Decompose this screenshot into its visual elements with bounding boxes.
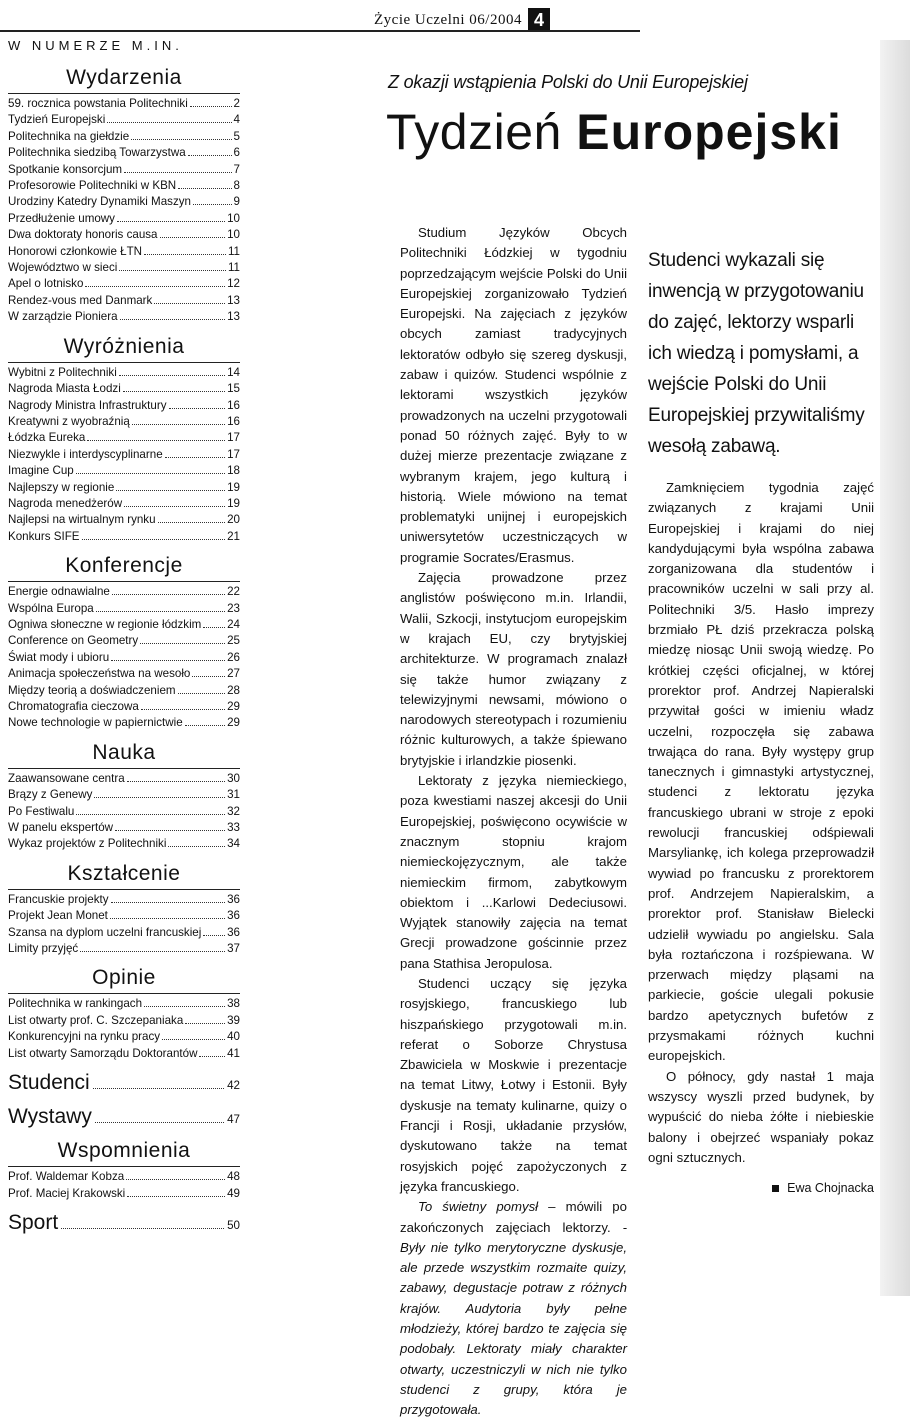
toc-item: [8, 1029, 240, 1045]
toc-item: [8, 447, 240, 463]
toc-item-title: Po Festiwalu: [8, 804, 75, 818]
toc-section: [8, 966, 240, 1062]
toc-item-title: Konkurencyjni na rynku pracy: [8, 1030, 161, 1044]
toc-item-page: 16: [227, 398, 240, 412]
toc-item-title: Najlepsi na wirtualnym rynku: [8, 513, 156, 527]
toc-item-title: Rendez-vous med Danmark: [8, 293, 153, 307]
toc-leader-dots: [115, 830, 225, 831]
section-tag: W NUMERZE M.IN.: [8, 38, 183, 53]
toc-leader-dots: [111, 660, 225, 661]
toc-item: [8, 480, 240, 496]
toc-item: [8, 683, 240, 699]
article-paragraph: Lektoraty z języka niemieckiego, poza kwestiami naszej akcesji do Unii Europejskiej, poświęcono ocywiście w znacznym stopniu krajom niemieckojęzycznym, ale także niemieckim firmom, zabytkowym obiektom i ...Karlowi Dedeciusowi. Wyjątek stanowiły zajęcia na temat Grecji prowadzone gościnnie przez pana Stathisa Jeropulosa.: [400, 773, 627, 971]
toc-item: [8, 381, 240, 397]
toc-item-page: 7: [233, 162, 240, 176]
toc-item-page: 6: [233, 146, 240, 160]
toc-item-title: List otwarty prof. C. Szczepaniaka: [8, 1013, 184, 1027]
toc-item-page: 30: [227, 771, 240, 785]
toc-item: [8, 162, 240, 178]
toc-item: [8, 227, 240, 243]
toc-leader-dots: [127, 1196, 225, 1197]
toc-item: [8, 996, 240, 1012]
article-paragraph: Studenci uczący się języka rosyjskiego, francuskiego lub hiszpańskiego przygotowali m.in. referat o Soborze Chrystusa Zbawiciela w Moskwie i prezentacje na temat Litwy, Łotwy i Estonii. Były dyskusje na tematy kulinarne, quizy o Francji i Rosji, układanie przysłów, dyskutowano także na temat rosyjskich pojęć zapożyczonych z języka francuskiego.: [400, 975, 627, 1194]
toc-item: [8, 820, 240, 836]
toc-leader-dots: [76, 814, 225, 815]
toc-item-title: Politechnika siedzibą Towarzystwa: [8, 146, 186, 160]
toc-item-page: 41: [227, 1046, 240, 1060]
toc-item-title: Spotkanie konsorcjum: [8, 162, 123, 176]
toc-item-title: Brązy z Genewy: [8, 788, 93, 802]
toc-item-title: Między teorią a doświadczeniem: [8, 683, 176, 697]
toc-item-page: 33: [227, 821, 240, 835]
toc-item: [8, 771, 240, 787]
toc-item-page: 21: [227, 529, 240, 543]
toc-item-title: Łódzka Eureka: [8, 431, 86, 445]
toc-item: [8, 430, 240, 446]
toc-item-page: 29: [227, 700, 240, 713]
toc-item: [8, 414, 240, 430]
toc-item-title: Nowe technologie w papiernictwie: [8, 716, 183, 730]
toc-section: [8, 335, 240, 545]
toc-item: [8, 194, 240, 210]
toc-leader-dots: [178, 188, 231, 189]
toc-item: [8, 804, 240, 820]
toc-item: [8, 129, 240, 145]
quote-attribution: – mówili po zakończonych zajęciach lektorzy.: [400, 1199, 627, 1235]
toc-item: [8, 1211, 240, 1235]
toc-item-page: 2: [233, 97, 240, 110]
toc-item-title: Politechnika na giełdzie: [8, 129, 130, 143]
toc-item-title: Zaawansowane centra: [8, 771, 125, 785]
toc-item-title: W panelu ekspertów: [8, 821, 114, 835]
toc-leader-dots: [141, 709, 225, 710]
toc-item-page: 17: [227, 431, 240, 445]
toc-leader-dots: [110, 918, 225, 919]
toc-item-page: 4: [233, 113, 240, 127]
toc-leader-dots: [165, 457, 225, 458]
toc-item: [8, 925, 240, 941]
toc-section-heading: Wspomnienia: [8, 1139, 240, 1167]
toc-item-page: 29: [227, 716, 240, 730]
toc-leader-dots: [168, 846, 225, 847]
toc-item-page: 22: [227, 585, 240, 599]
toc-leader-dots: [203, 935, 225, 936]
toc-item: [8, 1013, 240, 1029]
toc-item: [8, 112, 240, 128]
toc-item-page: 37: [227, 942, 240, 956]
toc-item-page: 36: [227, 909, 240, 923]
toc-item-page: 13: [227, 310, 240, 324]
toc-leader-dots: [160, 237, 226, 238]
toc-item-title: Wspólna Europa: [8, 601, 94, 615]
toc-item-page: 23: [227, 601, 240, 615]
toc-item-title: Ogniwa słoneczne w regionie łódzkim: [8, 617, 202, 631]
toc-item-title: Wystawy: [8, 1105, 92, 1129]
toc-item: [8, 892, 240, 908]
toc-leader-dots: [127, 781, 225, 782]
toc-item-title: Najlepszy w regionie: [8, 480, 115, 494]
toc-item-page: 9: [233, 195, 240, 209]
toc-leader-dots: [162, 1039, 225, 1040]
toc-item-title: Nagroda menedżerów: [8, 496, 123, 510]
pull-quote: Studenci wykazali się inwencją w przygotowaniu do zajęć, lektorzy wsparli ich wiedzą i pomysłami, a wejście Polski do Unii Europejskiej przywitaliśmy wesołą zabawą.: [648, 250, 865, 457]
toc-item: [8, 260, 240, 276]
toc-item: [8, 584, 240, 600]
toc-leader-dots: [158, 522, 226, 523]
toc-leader-dots: [107, 122, 231, 123]
table-of-contents: [8, 66, 240, 1245]
headline-bold: Europejski: [576, 104, 842, 160]
toc-leader-dots: [112, 594, 225, 595]
toc-item: [8, 941, 240, 957]
toc-section-heading: Opinie: [8, 966, 240, 994]
toc-item-page: 8: [233, 179, 240, 193]
article-column-right: [648, 223, 874, 1198]
toc-item-page: 32: [227, 804, 240, 818]
toc-item-page: 39: [227, 1013, 240, 1027]
toc-leader-dots: [82, 539, 226, 540]
toc-section-heading: Kształcenie: [8, 862, 240, 890]
toc-leader-dots: [185, 725, 225, 726]
toc-item-title: Konkurs SIFE: [8, 529, 80, 543]
author-byline: [648, 1178, 874, 1198]
toc-item: [8, 1186, 240, 1202]
toc-item: [8, 244, 240, 260]
toc-item: [8, 633, 240, 649]
article-paragraph: Zamknięciem tygodnia zajęć związanych z krajami Unii Europejskiej i krajami do niej kandydującymi była wspólna zabawa zorganizowana dla studentów i pracowników uczelni w sali przy al. Politechniki 3/5. Hasło imprezy brzmiało PŁ dziś przekracza polską miedzę niosąc Unii swoją wiedzę. Po krótkiej części oficjalnej, w której prorektor prof. Andrzej Napieralski przywitał gości w imieniu władz uczelni, rozpoczęła się zabawa trwająca do rana. Były występy grup tanecznych i gimnastyki artystycznej, studenci z lektoratu języka francuskiego ubrani w stroje z epoki rewolucji francuskiej odśpiewali Marsyliankę, ich kolega przeprowadził wywiad po francusku z prorektorem prof. Andrzejem Napieralskim, a prorektor prof. Stanisław Bielecki udzielił wywiadu po angielsku. Sala była roztańczona i rozśpiewana. W przerwach między pląsami na parkiecie, goście ulegali pokusie bardzo apetycznych bufetów z przysmakami różnych kuchni europejskich.: [648, 480, 874, 1064]
toc-item: [8, 309, 240, 325]
toc-item: [8, 276, 240, 292]
toc-item-title: Szansa na dyplom uczelni francuskiej: [8, 925, 202, 939]
toc-item-page: 36: [227, 925, 240, 939]
headline-light: Tydzień: [386, 104, 577, 160]
toc-item-title: Chromatografia cieczowa: [8, 700, 139, 713]
toc-item: [8, 650, 240, 666]
toc-item-title: Prof. Waldemar Kobza: [8, 1170, 125, 1184]
toc-item-title: Energie odnawialne: [8, 585, 110, 599]
toc-item-page: 50: [227, 1218, 240, 1232]
toc-item-title: List otwarty Samorządu Doktorantów: [8, 1046, 198, 1060]
toc-leader-dots: [190, 106, 232, 107]
toc-item-page: 11: [227, 244, 240, 258]
toc-item: [8, 1105, 240, 1129]
toc-section: [8, 862, 240, 958]
toc-item: [8, 601, 240, 617]
toc-leader-dots: [93, 1088, 224, 1089]
article-column-middle: [400, 223, 627, 1421]
toc-item-title: Urodziny Katedry Dynamiki Maszyn: [8, 195, 191, 209]
toc-item-title: Projekt Jean Monet: [8, 909, 108, 923]
toc-leader-dots: [96, 611, 225, 612]
toc-item-page: 10: [227, 211, 240, 225]
masthead: [0, 0, 900, 34]
toc-section-heading: Konferencje: [8, 554, 240, 582]
toc-item-title: Animacja społeczeństwa na wesoło: [8, 667, 191, 681]
byline-square-icon: [772, 1185, 779, 1192]
toc-item-title: Województwo w sieci: [8, 261, 118, 275]
toc-item-title: Nagrody Ministra Infrastruktury: [8, 398, 167, 412]
toc-item-title: Nagroda Miasta Łodzi: [8, 382, 121, 396]
toc-leader-dots: [94, 797, 225, 798]
toc-section: [8, 741, 240, 853]
toc-item: [8, 908, 240, 924]
toc-item-title: W zarządzie Pioniera: [8, 310, 118, 324]
toc-leader-dots: [169, 408, 226, 409]
toc-item-page: 25: [227, 634, 240, 648]
toc-item-page: 12: [227, 277, 240, 291]
toc-leader-dots: [126, 1179, 225, 1180]
author-name: Ewa Chojnacka: [787, 1181, 874, 1196]
toc-section: [8, 554, 240, 732]
toc-item: [8, 96, 240, 112]
toc-section-heading: Wyróżnienia: [8, 335, 240, 363]
toc-leader-dots: [144, 1006, 225, 1007]
toc-leader-dots: [95, 1122, 224, 1123]
toc-leader-dots: [144, 254, 226, 255]
toc-item-page: 28: [227, 683, 240, 697]
page-number: 4: [528, 8, 550, 32]
adjacent-page-edge: [880, 40, 910, 1296]
toc-leader-dots: [140, 643, 225, 644]
toc-leader-dots: [117, 221, 225, 222]
toc-leader-dots: [124, 172, 231, 173]
toc-item-page: 26: [227, 650, 240, 664]
toc-item-title: Politechnika w rankingach: [8, 997, 143, 1011]
toc-leader-dots: [61, 1228, 224, 1229]
article-kicker: Z okazji wstąpienia Polski do Unii Europejskiej: [388, 72, 748, 92]
toc-item: [8, 836, 240, 852]
toc-item: [8, 463, 240, 479]
toc-item-page: 34: [227, 837, 240, 851]
toc-item: [8, 293, 240, 309]
toc-section: [8, 1139, 240, 1202]
toc-leader-dots: [124, 506, 225, 507]
toc-item-title: Kreatywni z wyobraźnią: [8, 414, 130, 428]
toc-leader-dots: [119, 375, 225, 376]
toc-item-page: 38: [227, 997, 240, 1011]
toc-item-page: 48: [227, 1170, 240, 1184]
toc-item-title: Sport: [8, 1210, 59, 1234]
toc-item-page: 42: [227, 1079, 240, 1093]
toc-item-page: 27: [227, 667, 240, 681]
toc-item-page: 19: [227, 480, 240, 494]
toc-leader-dots: [203, 627, 225, 628]
toc-item: [8, 787, 240, 803]
toc-item: [8, 496, 240, 512]
toc-item-title: Honorowi członkowie ŁTN: [8, 244, 143, 258]
toc-item-title: Francuskie projekty: [8, 892, 109, 906]
toc-item-title: Świat mody i ubioru: [8, 650, 110, 664]
toc-item-title: Conference on Geometry: [8, 634, 139, 648]
toc-section: [8, 66, 240, 326]
toc-leader-dots: [188, 155, 232, 156]
toc-item: [8, 398, 240, 414]
toc-item-page: 13: [227, 293, 240, 307]
toc-item-page: 24: [227, 617, 240, 631]
toc-item-title: Profesorowie Politechniki w KBN: [8, 179, 177, 193]
toc-leader-dots: [80, 951, 225, 952]
toc-item-page: 10: [227, 228, 240, 242]
toc-item: [8, 512, 240, 528]
article-paragraph-quote: [400, 1197, 627, 1420]
toc-item-title: Niezwykle i interdyscyplinarne: [8, 447, 163, 461]
article-paragraph: Zajęcia prowadzone przez anglistów poświęcono m.in. Irlandii, Walii, Szkocji, instytucjom europejskim w krajach EU, czy brytyjskiej architekturze. W programach znalazł się także humor związany z telewizyjnymi newsami, mówiono o narodowych stereotypach i rozumieniu różnic kulturowych, a także śpiewano brytyjskie i irlandzkie piosenki.: [400, 570, 627, 768]
toc-leader-dots: [123, 391, 225, 392]
toc-leader-dots: [85, 286, 225, 287]
toc-section-heading: Nauka: [8, 741, 240, 769]
toc-item-title: Imagine Cup: [8, 464, 74, 478]
toc-item-title: Tydzień Europejski: [8, 113, 106, 127]
toc-item: [8, 715, 240, 731]
toc-leader-dots: [192, 676, 225, 677]
toc-item-title: Apel o lotnisko: [8, 277, 84, 291]
toc-leader-dots: [87, 440, 225, 441]
toc-item-title: 59. rocznica powstania Politechniki: [8, 97, 188, 110]
toc-item-title: Przedłużenie umowy: [8, 211, 115, 225]
toc-item: [8, 178, 240, 194]
quote-continuation: - Były nie tylko merytoryczne dyskusje, ale przede wszystkim rozmaite quizy, zabawy, degustacje potraw z różnych krajów. Audytoria były pełne młodzieży, której bardzo te zajęcia się podobały. Lektoraty miały charakter otwarty, uczestniczyli w nich nie tylko studenci z grupy, która je przygotowała.: [400, 1219, 627, 1418]
toc-leader-dots: [154, 303, 225, 304]
toc-item: [8, 1046, 240, 1062]
toc-leader-dots: [76, 473, 225, 474]
toc-item: [8, 666, 240, 682]
toc-leader-dots: [131, 139, 231, 140]
toc-leader-dots: [185, 1023, 225, 1024]
toc-leader-dots: [120, 319, 226, 320]
article-headline: [386, 102, 842, 162]
article-paragraph: O północy, gdy nastał 1 maja wszyscy wyszli przed budynek, by wypuścić do nieba żółte i niebieskie balony i obejrzeć wspaniały pokaz ogni sztucznych.: [648, 1068, 874, 1165]
toc-leader-dots: [116, 490, 225, 491]
toc-item-page: 17: [227, 447, 240, 461]
toc-item: [8, 145, 240, 161]
top-rule: [0, 30, 640, 32]
toc-leader-dots: [193, 204, 232, 205]
toc-item: [8, 1169, 240, 1185]
toc-item: [8, 211, 240, 227]
toc-item-page: 20: [227, 513, 240, 527]
toc-section-heading: Wydarzenia: [8, 66, 240, 94]
toc-leader-dots: [119, 270, 226, 271]
toc-item-page: 47: [227, 1113, 240, 1127]
toc-item: [8, 365, 240, 381]
toc-leader-dots: [132, 424, 225, 425]
toc-leader-dots: [199, 1056, 225, 1057]
masthead-title: Życie Uczelni 06/2004: [374, 12, 522, 28]
toc-item: [8, 529, 240, 545]
toc-item-page: 36: [227, 892, 240, 906]
toc-item-page: 14: [227, 365, 240, 379]
toc-item-page: 49: [227, 1186, 240, 1200]
toc-item: [8, 1071, 240, 1095]
toc-item-page: 15: [227, 382, 240, 396]
toc-item-title: Studenci: [8, 1071, 90, 1095]
toc-item-page: 16: [227, 414, 240, 428]
toc-item-page: 18: [227, 464, 240, 478]
quote-start: To świetny pomysł: [418, 1199, 539, 1215]
toc-leader-dots: [111, 902, 226, 903]
toc-item-title: Wykaz projektów z Politechniki: [8, 837, 167, 851]
toc-item-page: 11: [227, 261, 240, 275]
toc-item-title: Prof. Maciej Krakowski: [8, 1186, 126, 1200]
toc-item-title: Limity przyjęć: [8, 942, 79, 956]
toc-item-title: Wybitni z Politechniki: [8, 365, 117, 379]
toc-leader-dots: [178, 693, 226, 694]
toc-item-page: 5: [233, 129, 240, 143]
toc-item-title: Dwa doktoraty honoris causa: [8, 228, 158, 242]
article-paragraph: Studium Języków Obcych Politechniki Łódzkiej w tygodniu poprzedzającym wejście Polski do Unii Europejskiej zorganizowało Tydzień Europejski. Na zajęciach z języków obcych zamiast tradycyjnych lektoratów odbyło się szereg dyskusji, zabaw i quizów. Studenci wspólnie z lektorami wszystkich języków prowadzonych na uczelni przygotowali ponad 50 różnych zajęć. Były to w dużej mierze prezentacje związane z wybranym krajem, jego kulturą i historią. Wiele mówiono na temat problematyki unijnej i europejskich uniwersytetów uczestniczących w programie Socrates/Erasmus.: [400, 225, 627, 565]
toc-item-page: 31: [227, 788, 240, 802]
toc-item: [8, 617, 240, 633]
toc-item: [8, 699, 240, 715]
toc-item-page: 19: [227, 496, 240, 510]
toc-item-page: 40: [227, 1030, 240, 1044]
